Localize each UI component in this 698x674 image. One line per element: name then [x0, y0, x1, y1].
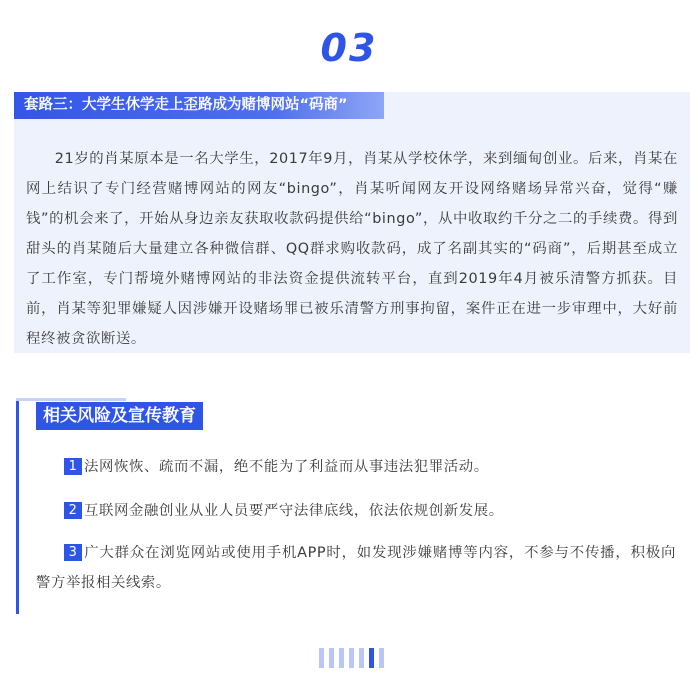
tip-number-badge: 1: [64, 458, 82, 475]
deco-bar: [379, 648, 384, 668]
bottom-decoration: [319, 648, 399, 668]
education-top-border: [16, 398, 126, 401]
deco-bar-active: [369, 648, 374, 668]
education-left-border: [16, 398, 19, 614]
deco-bar: [339, 648, 344, 668]
deco-bar: [319, 648, 324, 668]
tip-item-1: [36, 452, 676, 482]
tip-number-badge: 2: [64, 502, 82, 519]
section-number: 03: [320, 26, 378, 70]
story-text: 21岁的肖某原本是一名大学生，2017年9月，肖某从学校休学，来到缅甸创业。后来，肖某在网上结识了专门经营赌博网站的网友“bingo”，肖某听闻网友开设网络赌场异常兴奋，觉得“赚钱”的机会来了，开始从身边亲友获取收款码提供给“bingo”，从中收取约千分之二的手续费。得到甜头的肖某随后大量建立各种微信群、QQ群求购收款码，成了名副其实的“码商”，后期甚至成立了工作室，专门帮境外赌博网站的非法资金提供流转平台，直到2019年4月被乐清警方抓获。目前，肖某等犯罪嫌疑人因涉嫌开设赌场罪已被乐清警方刑事拘留，案件正在进一步审理中，大好前程终被贪欲断送。: [26, 151, 678, 347]
tip-text: 广大群众在浏览网站或使用手机APP时，如发现涉嫌赌博等内容，不参与不传播，积极向警方举报相关线索。: [36, 545, 676, 591]
story-title: 套路三：大学生休学走上歪路成为赌博网站“码商”: [14, 92, 384, 119]
tip-item-2: [36, 496, 676, 526]
education-title: 相关风险及宣传教育: [36, 402, 203, 430]
deco-bar: [359, 648, 364, 668]
tip-text: 互联网金融创业从业人员要严守法律底线，依法依规创新发展。: [84, 503, 504, 519]
tip-item-3: [36, 538, 676, 598]
tip-text: 法网恢恢、疏而不漏，绝不能为了利益而从事违法犯罪活动。: [84, 459, 489, 475]
tip-number-badge: 3: [64, 544, 82, 561]
deco-bar: [329, 648, 334, 668]
deco-bar: [349, 648, 354, 668]
